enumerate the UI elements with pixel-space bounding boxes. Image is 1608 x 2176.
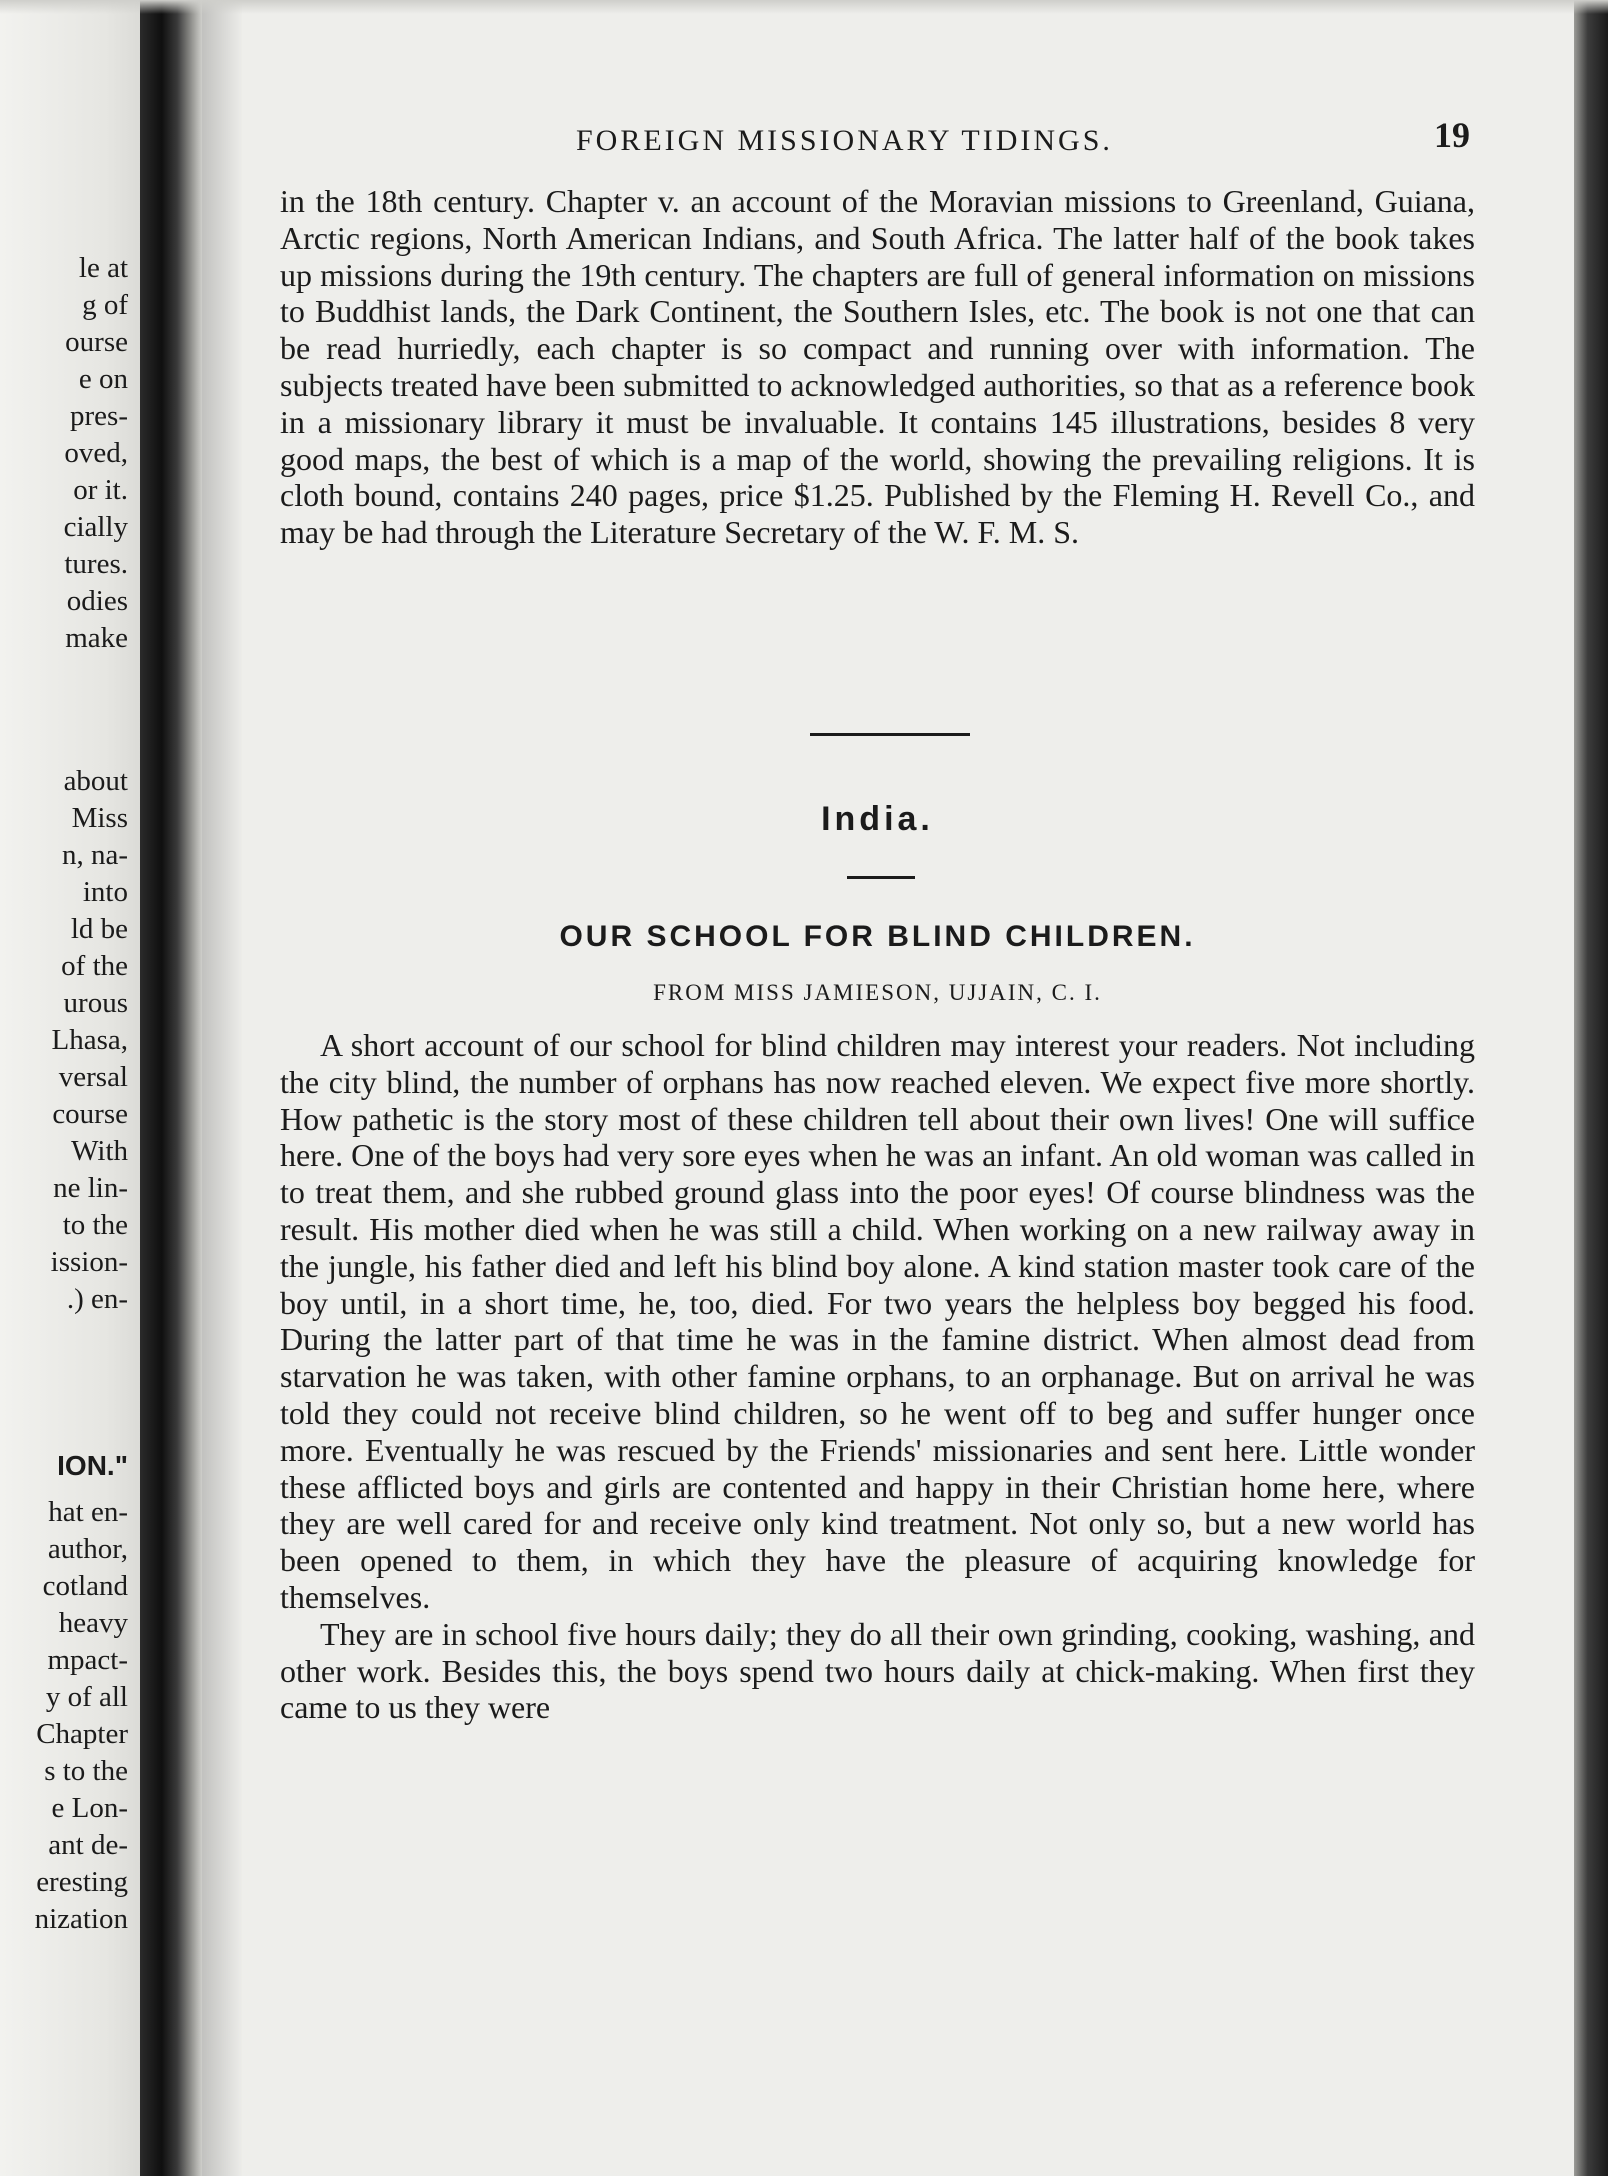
facing-page-line: odies [66,585,128,617]
facing-page-line: into [82,876,128,908]
facing-page-line: about [63,765,128,797]
intro-paragraph-block [280,183,1475,551]
facing-page-line: Chapter [36,1718,128,1750]
running-head: FOREIGN MISSIONARY TIDINGS. [576,124,1113,157]
facing-page-line: ission- [50,1246,128,1278]
article-body [280,1027,1475,1726]
facing-page-line: With [71,1135,128,1167]
book-gutter [140,0,202,2176]
section-title: India. [821,800,934,838]
article-paragraph: A short account of our school for blind children may interest your readers. Not including the city blind, the number of orphans has now reached eleven. We expect five more shortly. How pathetic is the story most of these children tell about their own lives! One will suffice here. One of the boys had very sore eyes when he was an infant. An old woman was called in to treat them, and she rubbed ground glass into the poor eyes! Of course blindness was the result. His mother died when he was still a child. When working on a new railway away in the jungle, his father died and left his blind boy alone. A kind station master took care of the boy until, in a short time, he, too, died. For two years the helpless boy begged his food. During the latter part of that time he was in the famine district. When almost dead from starvation he was taken, with other famine orphans, to an orphanage. But on arrival he was told they could not receive blind children, so he went off to beg and suffer hunger once more. Eventually he was rescued by the Friends' missionaries and sent here. Little wonder these afflicted boys and girls are contented and happy in their Christian home here, where they are well cared for and receive only kind treatment. Not only so, but a new world has been opened to them, in which they have the pleasure of acquiring knowledge for themselves. [280,1027,1475,1615]
title-divider-rule [847,876,915,879]
facing-page-line: le at [78,252,128,284]
facing-page-line: ld be [70,913,128,945]
intro-paragraph: in the 18th century. Chapter v. an account of the Moravian missions to Greenland, Guiana, Arctic regions, North American Indians, and South Africa. The latter half of the book takes up missions during the 19th century. The chapters are full of general information on missions to Buddhist lands, the Dark Continent, the Southern Isles, etc. The book is not one that can be read hurriedly, each chapter is so compact and running over with information. The subjects treated have been submitted to acknowledged authorities, so that as a reference book in a missionary library it must be invaluable. It contains 145 illustrations, besides 8 very good maps, the best of which is a map of the world, showing the prevailing religions. It is cloth bound, contains 240 pages, price $1.25. Published by the Fleming H. Revell Co., and may be had through the Literature Secretary of the W. F. M. S. [280,183,1475,551]
facing-page-line: y of all [45,1681,128,1713]
facing-page-line: nization [34,1903,128,1935]
facing-page-line: ant de- [48,1829,128,1861]
facing-page-line: Lhasa, [51,1024,128,1056]
facing-page-heading: ION." [57,1450,128,1481]
gutter-shadow [202,0,242,2176]
facing-page-line: or it. [73,474,128,506]
facing-page-line: ourse [65,326,128,358]
facing-page-line: versal [58,1061,128,1093]
page-top-edge [0,0,1608,14]
facing-page-line: author, [47,1533,128,1565]
facing-page-line: urous [63,987,128,1019]
facing-page-line: s to the [44,1755,128,1787]
facing-page-line: e Lon- [51,1792,128,1824]
facing-page-line: e on [78,363,128,395]
facing-page-line: make [65,622,128,654]
facing-page-line: pres- [70,400,128,432]
facing-page-line: n, na- [61,839,128,871]
facing-page-line: of the [61,950,128,982]
facing-page-line: course [52,1098,128,1130]
facing-page-line: cially [63,511,128,543]
facing-page-line: g of [82,289,128,321]
facing-page-line: .) en- [66,1283,128,1315]
facing-page-line: tures. [64,548,128,580]
facing-page [0,0,150,2176]
article-paragraph: They are in school five hours daily; they do all their own grinding, cooking, washing, and other work. Besides this, the boys spend two hours daily at chick-making. When first they came to us they were [280,1615,1475,1726]
facing-page-line: heavy [58,1607,128,1639]
facing-page-line: eresting [36,1866,128,1898]
section-divider-rule [810,733,970,736]
book-edge [1574,0,1608,2176]
facing-page-line: mpact- [47,1644,128,1676]
article-byline: FROM MISS JAMIESON, UJJAIN, C. I. [653,980,1102,1005]
facing-page-line: hat en- [48,1496,128,1528]
facing-page-line: cotland [42,1570,128,1602]
article-title: OUR SCHOOL FOR BLIND CHILDREN. [559,920,1196,953]
facing-page-line: oved, [64,437,128,469]
facing-page-line: to the [62,1209,128,1241]
facing-page-line: Miss [71,802,128,834]
facing-page-line: ne lin- [53,1172,128,1204]
page-number: 19 [1434,115,1470,155]
